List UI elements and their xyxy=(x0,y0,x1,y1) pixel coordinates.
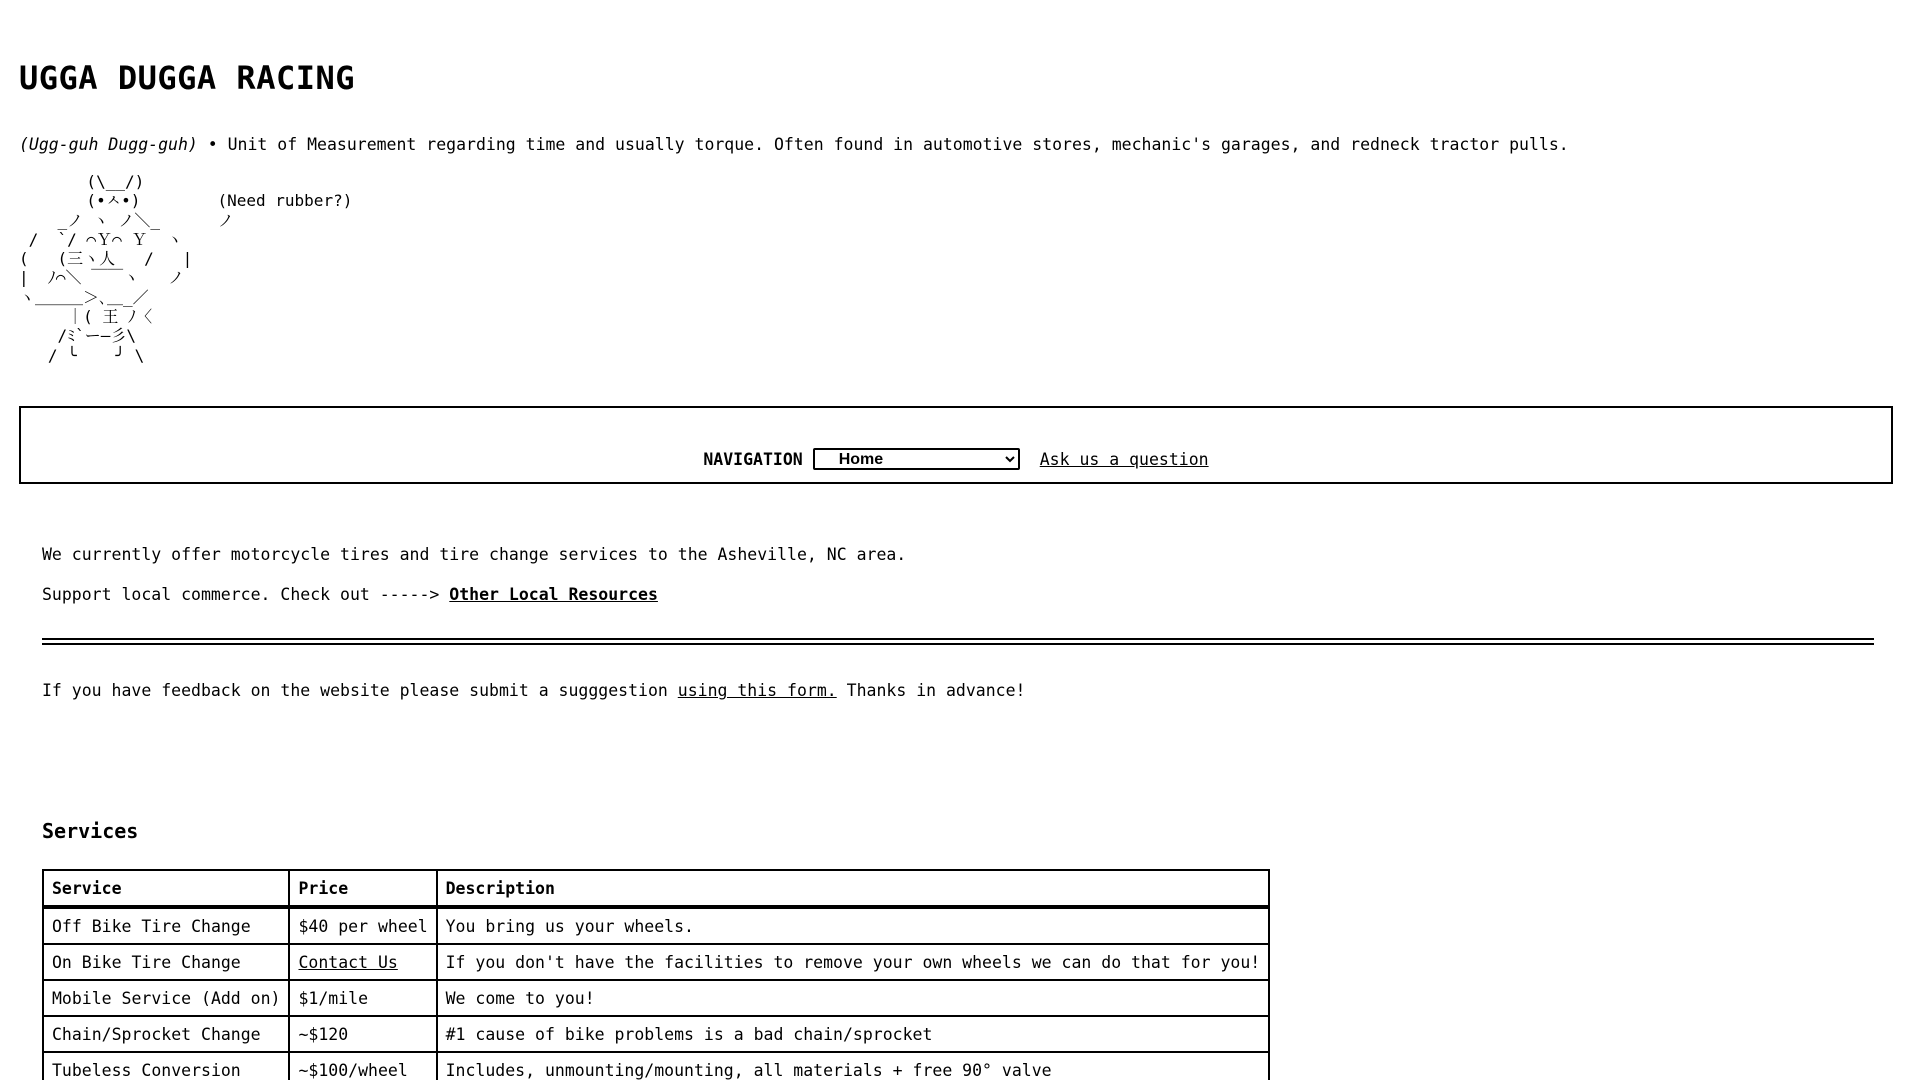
services-heading: Services xyxy=(42,819,139,843)
services-table xyxy=(42,869,1270,1080)
column-header-description: Description xyxy=(437,870,1270,907)
navigation-row xyxy=(21,446,1891,472)
feedback-form-link[interactable]: using this form. xyxy=(677,681,837,700)
definition: • Unit of Measurement regarding time and usually torque. Often found in automotive stores, mechanic's garages, and redneck tractor pulls. xyxy=(197,135,1569,154)
table-row xyxy=(43,980,1269,1016)
description-cell: You bring us your wheels. xyxy=(437,907,1270,944)
intro-line: We currently offer motorcycle tires and tire change services to the Asheville, NC area. xyxy=(42,545,907,564)
service-cell: Tubeless Conversion xyxy=(43,1052,289,1080)
table-header-row xyxy=(43,870,1269,907)
price-cell: $1/mile xyxy=(289,980,436,1016)
tagline xyxy=(19,134,1569,156)
price-cell xyxy=(289,944,436,980)
contact-us-link[interactable]: Contact Us xyxy=(298,952,398,972)
service-cell: Off Bike Tire Change xyxy=(43,907,289,944)
table-row xyxy=(43,944,1269,980)
service-cell: Mobile Service (Add on) xyxy=(43,980,289,1016)
navigation-label: NAVIGATION xyxy=(703,449,803,469)
price-cell: ~$100/wheel xyxy=(289,1052,436,1080)
feedback-text: If you have feedback on the website please submit a sugggestion xyxy=(42,681,678,700)
ascii-art-bunny: (\__/) (•ㅅ•) (Need rubber?) _ノ ヽ ノ＼_ ノ / `/ ⌒Ｙ⌒ Ｙ ヽ ( (三ヽ人 / | | ﾉ⌒＼ ￣￣ヽ ノ ヽ＿＿＿＞､＿_／ ｜( 王 ﾉ〈 /ﾐ`ー―彡\ / ╰ ╯ \ xyxy=(19,172,353,365)
navigation-select[interactable] xyxy=(813,448,1020,470)
site-title: UGGA DUGGA RACING xyxy=(19,59,356,97)
service-cell: On Bike Tire Change xyxy=(43,944,289,980)
navigation-bar xyxy=(19,406,1893,484)
support-text: Support local commerce. Check out -----> xyxy=(42,585,450,604)
pronunciation: (Ugg-guh Dugg-guh) xyxy=(19,135,198,154)
price-cell: $40 per wheel xyxy=(289,907,436,944)
service-cell: Chain/Sprocket Change xyxy=(43,1016,289,1052)
feedback-thanks: Thanks in advance! xyxy=(836,681,1026,700)
table-row xyxy=(43,907,1269,944)
description-cell: Includes, unmounting/mounting, all materials + free 90° valve xyxy=(437,1052,1270,1080)
description-cell: If you don't have the facilities to remove your own wheels we can do that for you! xyxy=(437,944,1270,980)
price-cell: ~$120 xyxy=(289,1016,436,1052)
feedback-line xyxy=(42,680,1025,702)
other-local-resources-link[interactable]: Other Local Resources xyxy=(449,585,658,604)
table-row xyxy=(43,1016,1269,1052)
double-rule-divider xyxy=(42,638,1874,645)
column-header-price: Price xyxy=(289,870,436,907)
description-cell: We come to you! xyxy=(437,980,1270,1016)
table-row xyxy=(43,1052,1269,1080)
column-header-service: Service xyxy=(43,870,289,907)
description-cell: #1 cause of bike problems is a bad chain/sprocket xyxy=(437,1016,1270,1052)
ask-question-link[interactable]: Ask us a question xyxy=(1039,449,1209,469)
support-line xyxy=(42,584,658,606)
